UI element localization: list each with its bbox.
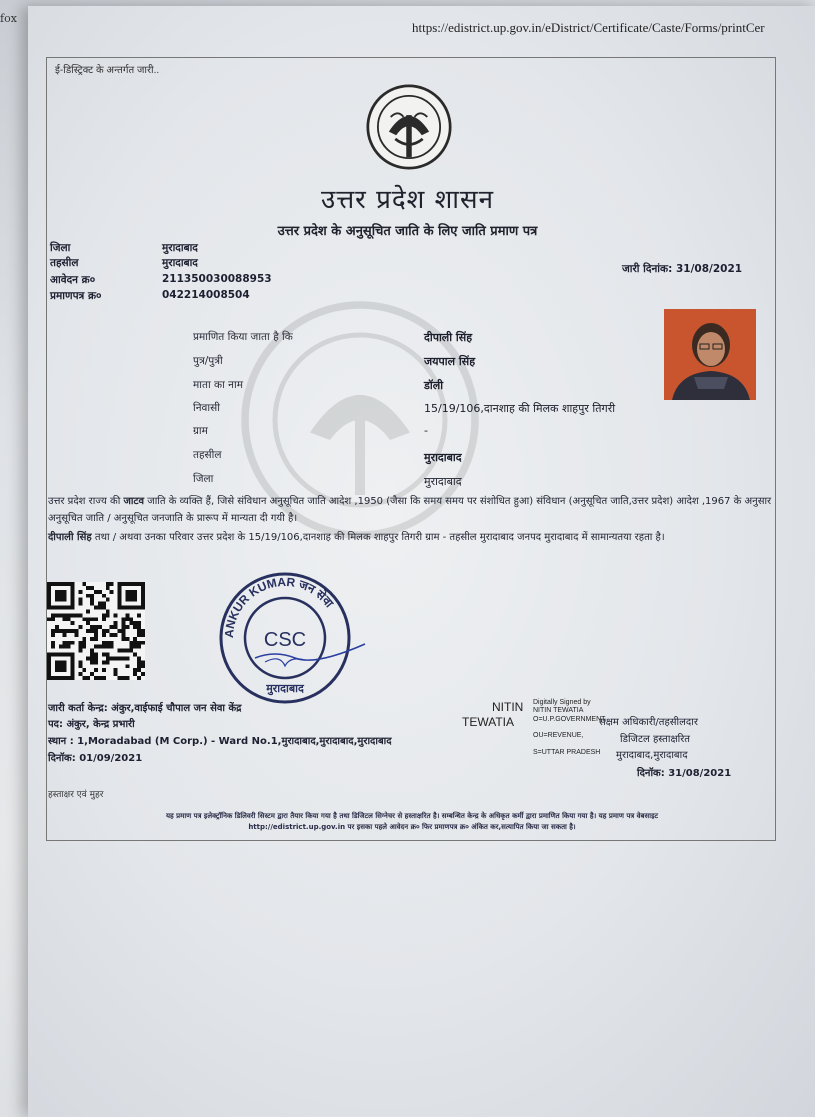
detail-label-mother: माता का नाम [193,379,243,391]
detail-label-certified: प्रमाणित किया जाता है कि [193,331,293,343]
stamp-center-text: CSC [263,629,307,651]
dn-line3: O=U.P.GOVERNMENT, [533,716,607,723]
certificate-no-label: प्रमाणपत्र क्र० [50,290,102,302]
tehsil-value: मुरादाबाद [162,257,198,269]
issuing-date: दिनॉक: 01/09/2021 [48,753,143,764]
detail-label-tehsil: तहसील [193,449,222,461]
signature-and-seal-label: हस्ताक्षर एवं मुहर [48,790,104,800]
district-label: जिला [50,242,71,254]
detail-value-address: 15/19/106,दानशाह की मिलक शाहपुर तिगरी [424,402,616,415]
certificate-no-value: 042214008504 [162,289,250,301]
applicant-photo [664,309,756,400]
caste-declaration-paragraph [48,493,773,527]
dn-line4: OU=REVENUE, [533,732,584,739]
detail-value-name: दीपाली सिंह [424,331,473,344]
footer-line1: यह प्रमाण पत्र इलेक्ट्रॉनिक डिलिवरी सिस्टम द्वारा तैयार किया गया है तथा डिजिटल सिग्नेचर से हस्ताक्षरित है। सम्बन्धित केन्द्र के अधिकृत कर्मी द्वारा प्रमाणित किया गया है। यह प्रमाण पत्र वेबसाइट [165,812,659,820]
certificate-subtitle: उत्तर प्रदेश के अनुसूचित जाति के लिए जाति प्रमाण पत्र [277,224,538,239]
issuing-post: पद: अंकुर, केन्द्र प्रभारी [48,719,135,730]
detail-label-village: ग्राम [193,425,208,437]
csc-stamp-icon [195,566,375,706]
printed-url: https://edistrict.up.gov.in/eDistrict/Certificate/Caste/Forms/printCer [412,20,765,35]
certificate-footer [52,811,772,833]
dn-line1: Digitally Signed by [533,699,591,706]
tehsil-label: तहसील [50,257,79,269]
certificate-title: उत्तर प्रदेश शासन [320,185,495,215]
district-value: मुरादाबाद [162,242,198,254]
issue-date [622,262,742,276]
up-government-emblem-icon [363,84,455,170]
detail-value-tehsil: मुरादाबाद [424,451,462,464]
application-no-label: आवेदन क्र० [50,274,96,286]
paragraph2-name: दीपाली सिंह [48,532,92,543]
detail-value-village: - [424,424,428,437]
issue-date-label: जारी दिनांक: [622,263,673,275]
application-no-value: 211350030088953 [162,273,272,285]
footer-line2: http://edistrict.up.gov.in पर इसका पहले आवेदन क्र० फिर प्रमाणपत्र क्र० अंकित कर,सत्यापित किया जा सकता है। [248,823,576,831]
qr-code-icon [46,582,146,680]
detail-value-father: जयपाल सिंह [424,355,476,368]
authority-date: दिनॉक: 31/08/2021 [637,768,732,779]
paragraph1-pre: उत्तर प्रदेश राज्य की [48,496,124,507]
dn-line2: NITIN TEWATIA [533,707,584,714]
detail-label-resident: निवासी [193,402,220,414]
issuing-center: जारी कर्ता केन्द्र: अंकुर,वाईफाई चौपाल जन सेवा केंद्र [48,703,242,714]
person-photo-icon [664,309,756,400]
signer-name-line2: TEWATIA [462,715,514,729]
paragraph2-post: तथा / अथवा उनका परिवार उत्तर प्रदेश के 15/19/106,दानशाह की मिलक शाहपुर तिगरी ग्राम - तहसील मुरादाबाद जनपद मुरादाबाद में सामान्यतया रहता है। [91,532,665,543]
authority-place: मुरादाबाद,मुरादाबाद [616,750,688,761]
edistrict-issued-note: ई-डिस्ट्रिक्ट के अन्तर्गत जारी.. [55,65,160,76]
detail-label-district: जिला [193,473,214,485]
dn-line5: S=UTTAR PRADESH [533,749,601,756]
issuing-place: स्थान : 1,Moradabad (M Corp.) - Ward No.1,मुरादाबाद,मुरादाबाद,मुरादाबाद [48,736,392,747]
authority-digital: डिजिटल हस्ताक्षरित [620,734,690,745]
caste-name: जाटव [123,496,145,507]
residence-paragraph [48,529,773,546]
detail-value-district: मुरादाबाद [424,475,462,488]
issue-date-value: 31/08/2021 [675,263,743,275]
stamp-top-text: ANKUR KUMAR जन सेवा [221,574,337,639]
signer-name-line1: NITIN [492,700,524,714]
browser-name-fragment: fox [0,12,17,25]
detail-label-child-of: पुत्र/पुत्री [193,355,223,367]
detail-value-mother: डॉली [424,379,444,392]
paragraph1-post: जाति के व्यक्ति हैं, जिसे संविधान अनुसूचित जाति आदेश ,1950 (जैसा कि समय समय पर संशोधित हुआ) संविधान (अनुसूचित जाति,उत्तर प्रदेश) आदेश ,1967 के अनुसार अनुसूचित जाति / अनुसूचित जनजाति के प्रारूप में मान्यता दी गयी है। [48,496,772,524]
stamp-bottom-text: मुरादाबाद [266,682,304,695]
authority-title: सक्षम अधिकारी/तहसीलदार [599,717,698,728]
